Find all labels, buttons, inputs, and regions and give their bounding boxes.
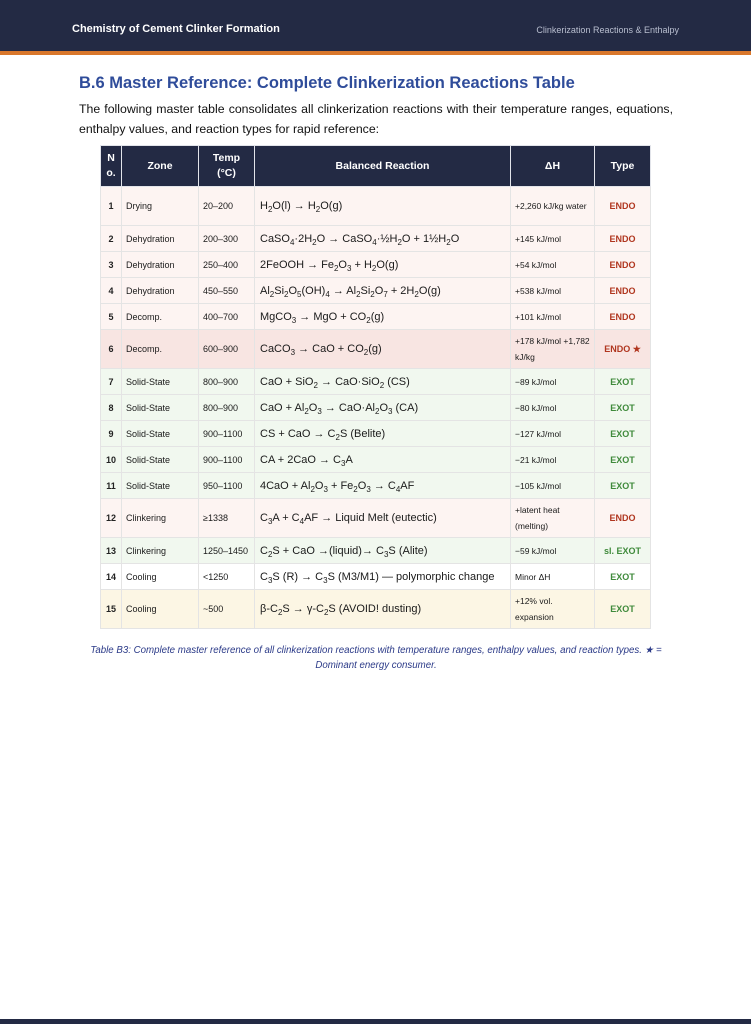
cell-enthalpy: −21 kJ/mol	[511, 447, 595, 473]
cell-zone: Cooling	[122, 590, 199, 629]
table-row	[101, 252, 651, 278]
cell-reaction: $Al_2Si_2O_5(OH)_4 \to Al_2Si_2O_7 + 2H_2O(g)$	[255, 278, 511, 304]
cell-temp: ≥1338	[199, 499, 255, 538]
cell-temp: 200–300	[199, 226, 255, 252]
cell-zone: Cooling	[122, 564, 199, 590]
cell-temp: 800–900	[199, 395, 255, 421]
cell-temp: 450–550	[199, 278, 255, 304]
cell-enthalpy: −127 kJ/mol	[511, 421, 595, 447]
table-row	[101, 538, 651, 564]
cell-temp: <1250	[199, 564, 255, 590]
cell-reaction: $C_3S$ $(R) \to C_3S$ (M3/M1) — polymorphic change	[255, 564, 511, 590]
cell-zone: Solid-State	[122, 473, 199, 499]
cell-reaction: $CaSO_4\cdot 2H_2O$ → $CaSO_4\cdot\frac{1}{2}H_2O$ + $1\frac{1}{2}H_2O$	[255, 226, 511, 252]
cell-temp: 600–900	[199, 330, 255, 369]
cell-zone: Solid-State	[122, 395, 199, 421]
cell-zone: Drying	[122, 187, 199, 226]
cell-type: sl. EXOT	[595, 538, 651, 564]
table-caption: Table B3: Complete master reference of all clinkerization reactions with temperature ranges, enthalpy values, and reaction types. ★ = Dominant energy consumer.	[90, 645, 662, 671]
header-document-title: Chemistry of Cement Clinker Formation	[72, 23, 280, 35]
table-row	[101, 447, 651, 473]
col-header-enthalpy: ΔH	[511, 146, 595, 187]
cell-no: 7	[101, 369, 122, 395]
cell-type: EXOT	[595, 447, 651, 473]
cell-reaction: $C_3A + C_4AF$ → Liquid Melt (eutectic)	[255, 499, 511, 538]
cell-no: 12	[101, 499, 122, 538]
cell-no: 4	[101, 278, 122, 304]
cell-zone: Dehydration	[122, 278, 199, 304]
table-row	[101, 304, 651, 330]
cell-reaction: $C_2S$ + CaO →(liquid)→ $C_3S$ (Alite)	[255, 538, 511, 564]
cell-reaction: $4CaO + Al_2O_3 + Fe_2O_3 \to C_4AF$	[255, 473, 511, 499]
cell-enthalpy: −105 kJ/mol	[511, 473, 595, 499]
cell-reaction: CaO + SiO$_2$ → CaO·SiO$_2$ (CS)	[255, 369, 511, 395]
table-row	[101, 590, 651, 629]
cell-enthalpy: +538 kJ/mol	[511, 278, 595, 304]
cell-zone: Solid-State	[122, 421, 199, 447]
table-row	[101, 330, 651, 369]
cell-type: EXOT	[595, 590, 651, 629]
table-row	[101, 421, 651, 447]
cell-enthalpy: −89 kJ/mol	[511, 369, 595, 395]
table-header-row	[101, 146, 651, 187]
table-row	[101, 187, 651, 226]
col-header-zone: Zone	[122, 146, 199, 187]
cell-zone: Decomp.	[122, 304, 199, 330]
cell-type: ENDO ★	[595, 330, 651, 369]
cell-type: ENDO	[595, 187, 651, 226]
cell-temp: 250–400	[199, 252, 255, 278]
cell-reaction: CS + CaO → $C_2S$ (Belite)	[255, 421, 511, 447]
table-row	[101, 395, 651, 421]
cell-no: 14	[101, 564, 122, 590]
cell-no: 10	[101, 447, 122, 473]
cell-zone: Solid-State	[122, 369, 199, 395]
cell-no: 13	[101, 538, 122, 564]
cell-no: 3	[101, 252, 122, 278]
cell-reaction: 2FeOOH → $Fe_2O_3 + H_2O(g)$	[255, 252, 511, 278]
table-row	[101, 226, 651, 252]
cell-zone: Clinkering	[122, 499, 199, 538]
cell-type: ENDO	[595, 278, 651, 304]
cell-temp: 1250–1450	[199, 538, 255, 564]
cell-enthalpy: +145 kJ/mol	[511, 226, 595, 252]
cell-no: 11	[101, 473, 122, 499]
cell-no: 2	[101, 226, 122, 252]
table-row	[101, 564, 651, 590]
cell-type: EXOT	[595, 395, 651, 421]
page-footer-bar	[0, 1019, 751, 1024]
cell-no: 5	[101, 304, 122, 330]
reactions-table	[100, 145, 651, 629]
cell-zone: Solid-State	[122, 447, 199, 473]
cell-zone: Dehydration	[122, 226, 199, 252]
cell-zone: Clinkering	[122, 538, 199, 564]
cell-enthalpy: +12% vol. expansion	[511, 590, 595, 629]
col-header-temp: Temp (°C)	[199, 146, 255, 187]
cell-enthalpy: Minor ΔH	[511, 564, 595, 590]
cell-reaction: CA + $2CaO \to C_3A$	[255, 447, 511, 473]
intro-paragraph: The following master table consolidates all clinkerization reactions with their temperature ranges, equations, enthalpy values, and reaction types for rapid reference:	[79, 102, 673, 136]
cell-temp: 900–1100	[199, 421, 255, 447]
table-row	[101, 278, 651, 304]
cell-zone: Dehydration	[122, 252, 199, 278]
cell-enthalpy: +101 kJ/mol	[511, 304, 595, 330]
cell-no: 6	[101, 330, 122, 369]
cell-reaction: $H_2O(l) \to H_2O(g)$	[255, 187, 511, 226]
cell-type: EXOT	[595, 473, 651, 499]
cell-type: EXOT	[595, 564, 651, 590]
cell-type: ENDO	[595, 226, 651, 252]
table-row	[101, 499, 651, 538]
cell-type: ENDO	[595, 304, 651, 330]
cell-reaction: CaO + $Al_2O_3 \to CaO\cdot Al_2O_3$ (CA)	[255, 395, 511, 421]
cell-zone: Decomp.	[122, 330, 199, 369]
cell-type: EXOT	[595, 421, 651, 447]
header-accent-line	[0, 51, 751, 55]
cell-enthalpy: +178 kJ/mol +1,782 kJ/kg	[511, 330, 595, 369]
cell-no: 9	[101, 421, 122, 447]
cell-temp: 800–900	[199, 369, 255, 395]
cell-temp: ~500	[199, 590, 255, 629]
header-section-title: Clinkerization Reactions & Enthalpy	[536, 25, 679, 35]
cell-temp: 900–1100	[199, 447, 255, 473]
cell-temp: 950–1100	[199, 473, 255, 499]
cell-enthalpy: −59 kJ/mol	[511, 538, 595, 564]
cell-reaction: $\beta-C_2S \to \gamma-C_2S$ (AVOID! dusting)	[255, 590, 511, 629]
cell-reaction: CaCO$_3$ → CaO + $CO_2(g)$	[255, 330, 511, 369]
col-header-type: Type	[595, 146, 651, 187]
table-row	[101, 369, 651, 395]
cell-enthalpy: +54 kJ/mol	[511, 252, 595, 278]
cell-type: EXOT	[595, 369, 651, 395]
table-row	[101, 473, 651, 499]
col-header-no: N o.	[101, 146, 122, 187]
cell-enthalpy: +latent heat (melting)	[511, 499, 595, 538]
cell-type: ENDO	[595, 252, 651, 278]
cell-no: 1	[101, 187, 122, 226]
cell-no: 8	[101, 395, 122, 421]
page-header	[0, 0, 751, 51]
col-header-reaction: Balanced Reaction	[255, 146, 511, 187]
cell-no: 15	[101, 590, 122, 629]
cell-temp: 20–200	[199, 187, 255, 226]
section-title: B.6 Master Reference: Complete Clinkerization Reactions Table	[79, 74, 575, 92]
cell-type: ENDO	[595, 499, 651, 538]
cell-temp: 400–700	[199, 304, 255, 330]
cell-reaction: MgCO$_3$ → MgO + $CO_2(g)$	[255, 304, 511, 330]
cell-enthalpy: −80 kJ/mol	[511, 395, 595, 421]
cell-enthalpy: +2,260 kJ/kg water	[511, 187, 595, 226]
